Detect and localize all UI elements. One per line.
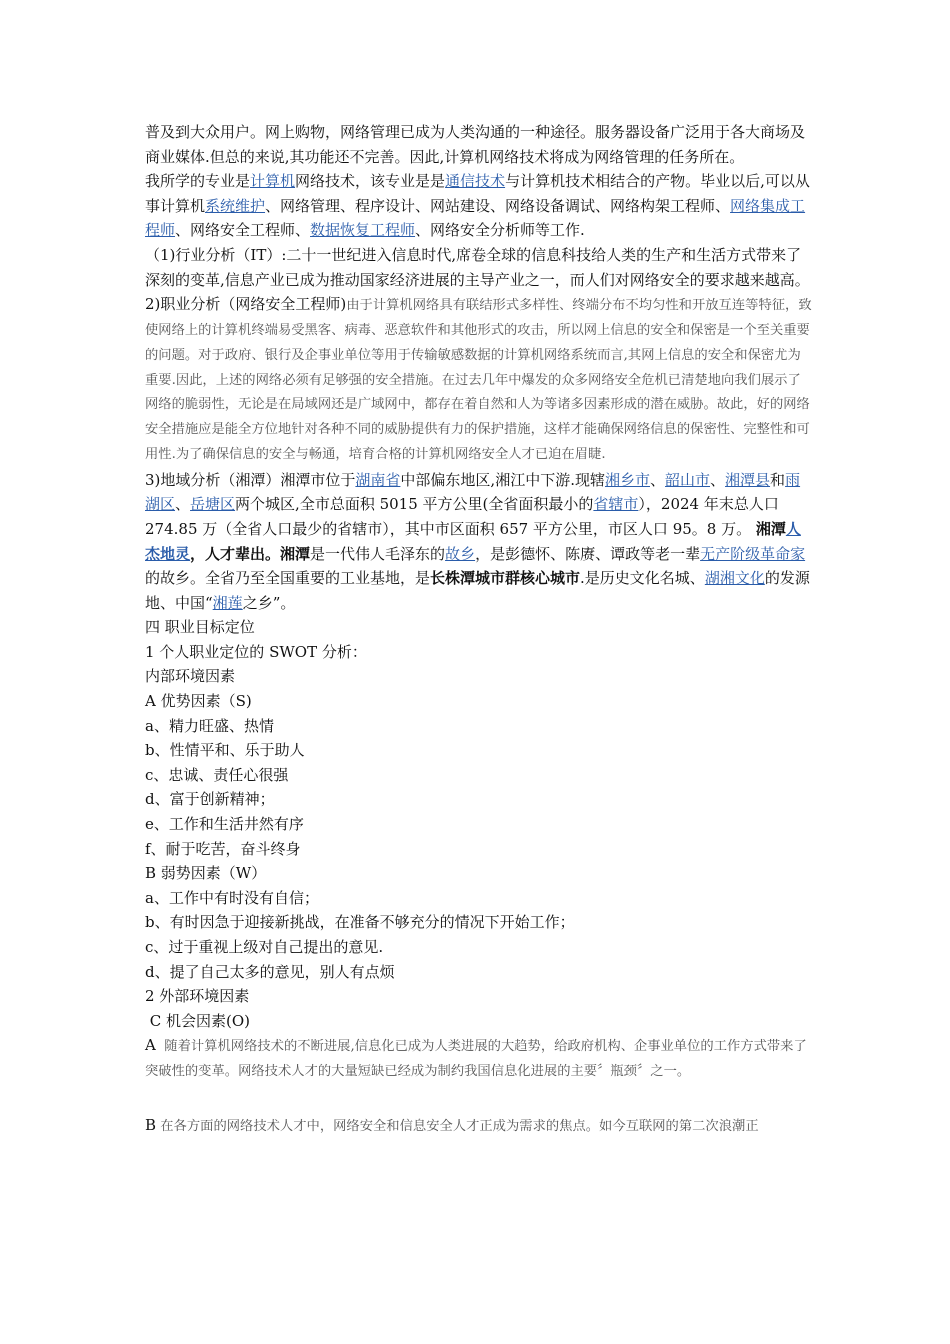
link-xianglian[interactable]: 湘莲 [212,593,243,612]
swot-heading: 1 个人职业定位的 SWOT 分析： [145,642,367,661]
link-shaoshan[interactable]: 韶山市 [665,470,711,489]
list-item: e、工作和生活井然有序 [145,815,304,834]
link-xiangtan-county[interactable]: 湘潭县 [725,470,771,489]
link-huxiang-culture[interactable]: 湖湘文化 [704,569,765,588]
external-factors-heading: 2 外部环境因素 [145,987,250,1006]
link-revolutionaries[interactable]: 无产阶级革命家 [700,544,806,563]
paragraph-intro: 普及到大众用户。网上购物，网络管理已成为人类沟通的一种途径。服务器设备广泛用于各大商场及商业媒体.但总的来说,其功能还不完善。因此,计算机网络技术将成为网络管理的任务所在。 [145,123,806,166]
link-data-recovery-engineer[interactable]: 数据恢复工程师 [310,221,416,240]
list-item: c、过于重视上级对自己提出的意见. [145,938,384,957]
list-item: f、耐于吃苦，奋斗终身 [145,839,301,858]
weaknesses-heading: B 弱势因素（W） [145,864,267,883]
internal-factors-heading: 内部环境因素 [145,667,236,686]
link-renjie-diling[interactable]: 人杰地灵 [145,519,801,563]
opportunities-heading: C 机会因素(O) [145,1011,251,1030]
paragraph-opportunity-b: B 在各方面的网络技术人才中，网络安全和信息安全人才正成为需求的焦点。如今互联网的第二次浪潮正 [145,1115,759,1134]
link-hunan[interactable]: 湖南省 [355,470,401,489]
link-hometown[interactable]: 故乡 [445,544,476,563]
link-communication-tech[interactable]: 通信技术 [445,172,506,191]
strengths-heading: A 优势因素（S) [145,692,252,711]
list-item: c、忠诚、责任心很强 [145,765,289,784]
list-item: d、富于创新精神； [145,790,275,809]
paragraph-opportunity-a: A 随着计算机网络技术的不断进展,信息化已成为人类进展的大趋势，给政府机构、企事业单位的工作方式带来了突破性的变革。网络技术人才的大量短缺已经成为制约我国信息化进展的主要〞瓶颈〞之一。 [145,1036,807,1080]
list-item: a、精力旺盛、热情 [145,716,274,735]
career-analysis-heading: 2)职业分析（网络安全工程师) [145,295,347,314]
paragraph-major: 我所学的专业是计算机网络技术，该专业是是通信技术与计算机技术相结合的产物。毕业以后,可以从事计算机系统维护、网络管理、程序设计、网站建设、网络设备调试、网络构架工程师、网络集成工程师、网络安全工程师、数据恢复工程师、网络安全分析师等工作. [145,172,810,240]
link-network-integration-engineer[interactable]: 网络集成工程师 [145,196,806,240]
spacer [145,1085,813,1113]
link-system-maintenance[interactable]: 系统维护 [205,196,266,215]
link-yuetang[interactable]: 岳塘区 [190,495,236,514]
document-body [145,120,813,1140]
paragraph-industry-analysis: （1)行业分析（IT）:二十一世纪进入信息时代,席卷全球的信息科技给人类的生产和生活方式带来了深刻的变革,信息产业已成为推动国家经济进展的主导产业之一，而人们对网络安全的要求越来越高。 [145,245,810,289]
section-heading: 四 职业目标定位 [145,618,255,637]
list-item: b、有时因急于迎接新挑战，在准备不够充分的情况下开始工作； [145,913,575,932]
link-computer[interactable]: 计算机 [250,172,296,191]
list-item: b、性情平和、乐于助人 [145,741,305,760]
paragraph-career-analysis: 2)职业分析（网络安全工程师)由于计算机网络具有联结形式多样性、终端分布不均匀性和开放互连等特征，致使网络上的计算机终端易受黑客、病毒、恶意软件和其他形式的攻击，所以网上信息的安全和保密是一个至关重要的问题。对于政府、银行及企事业单位等用于传输敏感数据的计算机网络系统而言,其网上信息的安全和保密尤为重要.因此，上述的网络必须有足够强的安全措施。在过去几年中爆发的众多网络安全危机已清楚地向我们展示了网络的脆弱性，无论是在局域网还是广域网中，都存在着自然和人为等诸多因素形成的潜在威胁。故此，好的网络安全措施应是能全方位地针对各种不同的威胁提供有力的保护措施，这样才能确保网络信息的保密性、完整性和可用性.为了确保信息的安全与畅通，培育合格的计算机网络安全人才已迫在眉睫. [145,295,812,462]
list-item: d、提了自己太多的意见，别人有点烦 [145,962,395,981]
paragraph-region-analysis: 3)地域分析（湘潭）湘潭市位于湖南省中部偏东地区,湘江中下游.现辖湘乡市、韶山市、湘潭县和雨湖区、岳塘区两个城区,全市总面积 5015 平方公里(全省面积最小的省辖市），2024 年末总人口 274.85 万（全省人口最少的省辖市），其中市区面积 657 平方公里，市区人口 95。8 万。 湘潭人杰地灵，人才辈出。湘潭是一代伟人毛泽东的故乡，是彭德怀、陈赓、谭政等老一辈无产阶级革命家的故乡。全省乃至全国重要的工业基地，是长株潭城市群核心城市.是历史文化名城、湖湘文化的发源地、中国“湘莲之乡”。 [145,470,810,612]
list-item: a、工作中有时没有自信； [145,888,319,907]
link-xiangxiang[interactable]: 湘乡市 [604,470,650,489]
link-yuhu[interactable]: 雨湖区 [145,470,801,514]
link-provincial-city[interactable]: 省辖市 [593,495,639,514]
